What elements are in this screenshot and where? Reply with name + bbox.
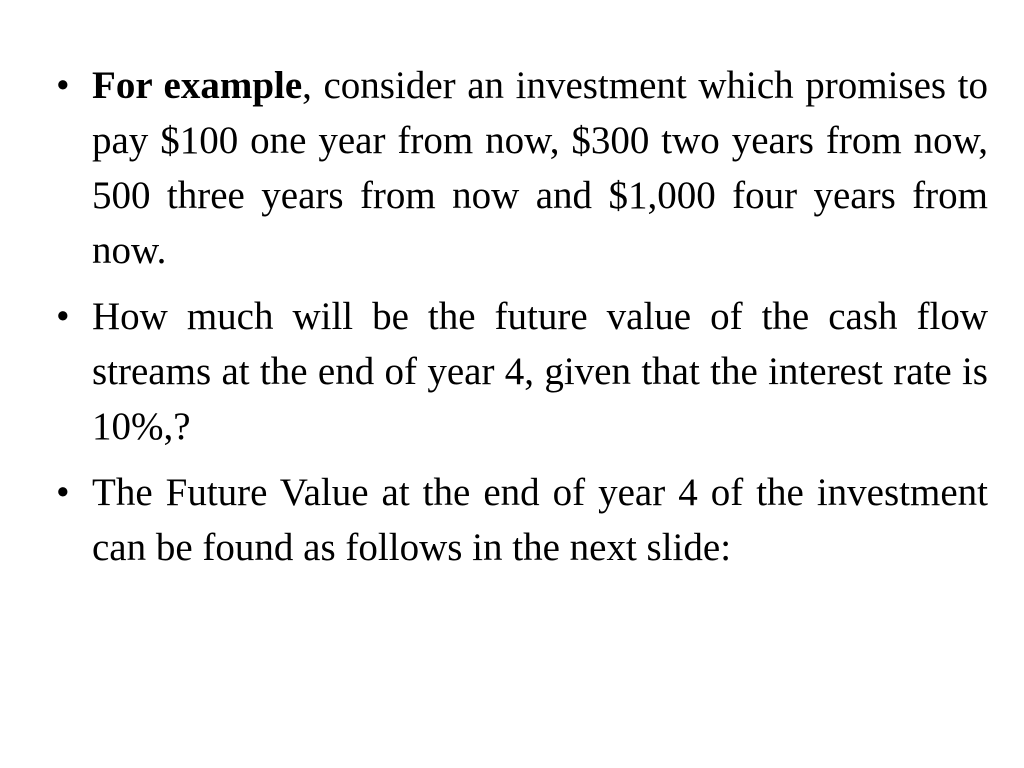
bullet-lead-bold: For example bbox=[92, 64, 303, 107]
bullet-icon: • bbox=[56, 295, 70, 338]
bullet-item-question bbox=[56, 289, 988, 454]
bullet-text: How much will be the future value of the cash flow streams at the end of year 4, given that the interest rate is 10%,? bbox=[92, 295, 988, 448]
bullet-icon: • bbox=[56, 64, 70, 107]
bullet-text: , consider an investment which promises to pay $100 one year from now, $300 two years from now, 500 three years from now and $1,000 four years from now. bbox=[92, 64, 988, 272]
bullet-item-example bbox=[56, 58, 988, 278]
bullet-item-answer-intro bbox=[56, 465, 988, 575]
bullet-list bbox=[56, 58, 988, 586]
bullet-text: The Future Value at the end of year 4 of the investment can be found as follows in the next slide: bbox=[92, 471, 988, 569]
bullet-icon: • bbox=[56, 471, 70, 514]
